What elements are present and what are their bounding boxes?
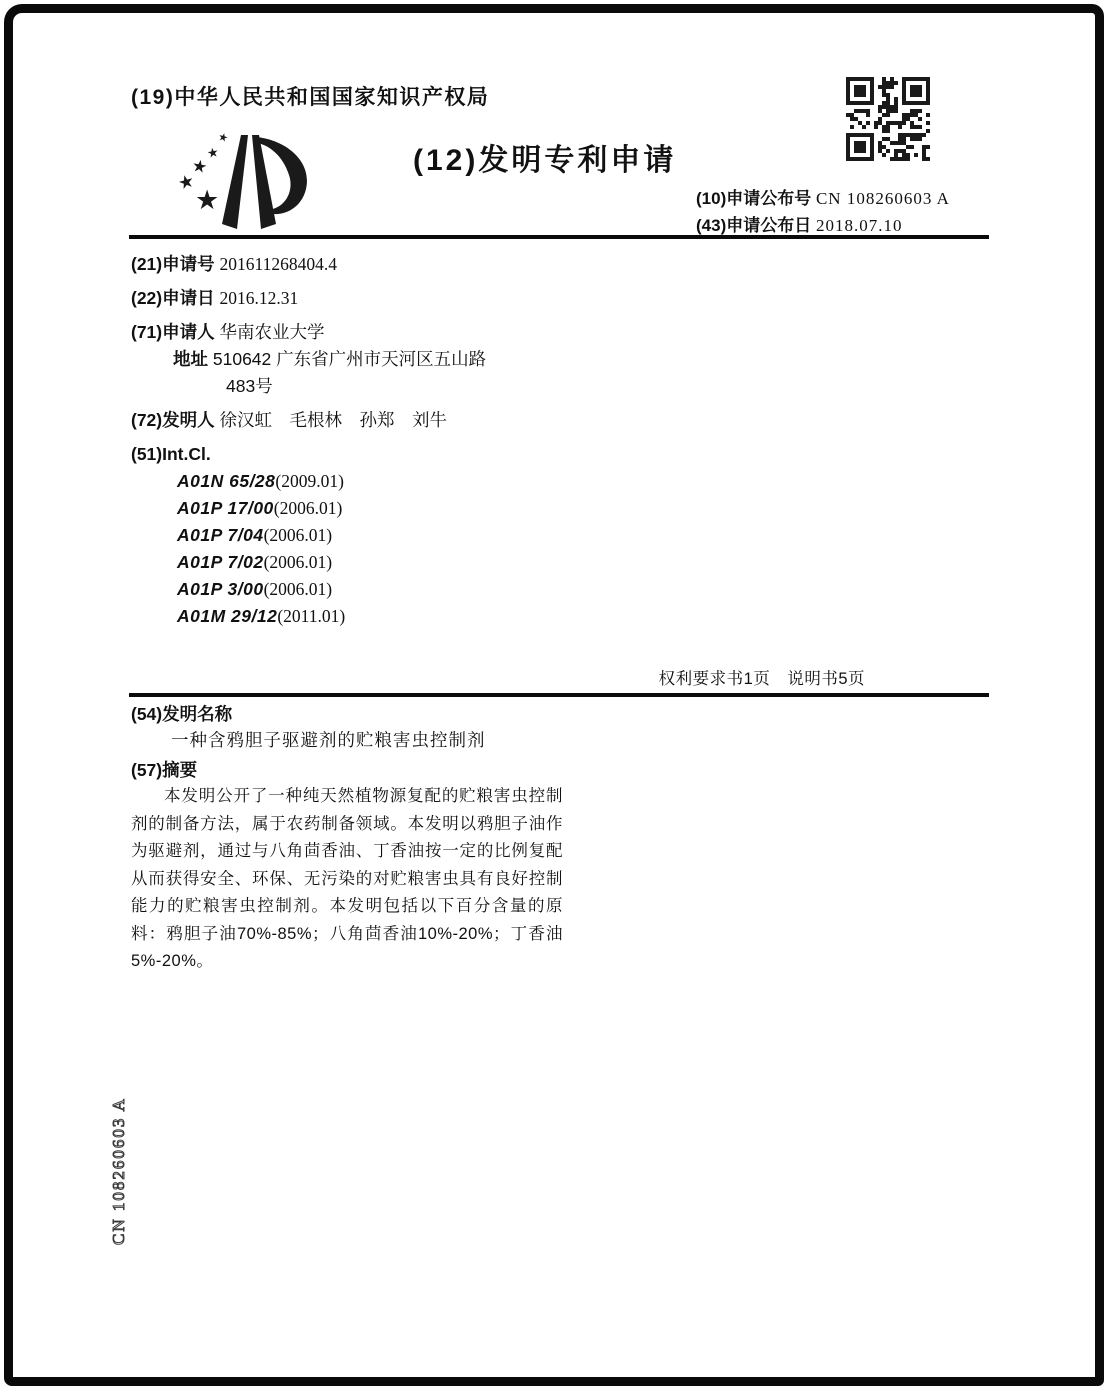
patent-front-page: [4, 4, 1104, 1386]
star-icon: ★: [175, 170, 197, 194]
invention-title: 一种含鸦胆子驱避剂的贮粮害虫控制剂: [171, 730, 486, 750]
ipc-code-row: A01M 29/12(2011.01): [177, 606, 346, 626]
qr-code: [846, 77, 930, 161]
int-cl-label: (51)Int.Cl.: [131, 444, 211, 464]
applicant-name: 华南农业大学: [219, 322, 325, 342]
publication-number-line: (10)申请公布号 CN 108260603 A: [696, 189, 950, 208]
applicant-row: (71)申请人 华南农业大学 地址 510642 广东省广州市天河区五山路 483号: [131, 319, 691, 400]
publication-date-line: (43)申请公布日 2018.07.10: [696, 216, 903, 235]
ipc-code-row: A01P 7/02(2006.01): [177, 552, 333, 572]
applicant-address-line2: 483号: [226, 376, 273, 396]
ipc-code-row: A01N 65/28(2009.01): [177, 471, 344, 491]
section-divider: [129, 693, 989, 697]
abstract-text: 本发明公开了一种纯天然植物源复配的贮粮害虫控制剂的制备方法，属于农药制备领域。本发明以鸦胆子油作为驱避剂，通过与八角茴香油、丁香油按一定的比例复配从而获得安全、环保、无污染的对贮粮害虫具有良好控制能力的贮粮害虫控制剂。本发明包括以下百分含量的原料：鸦胆子油70%-85%；八角茴香油10%-20%；丁香油5%-20%。: [131, 787, 563, 970]
ipc-code-row: A01P 3/00(2006.01): [177, 579, 333, 599]
invention-title-section: [131, 701, 486, 753]
inventors-row: (72)发明人 徐汉虹 毛根林 孙郑 刘牛: [131, 410, 447, 430]
invention-title-label: (54)发明名称: [131, 704, 233, 724]
inventor-names: 徐汉虹 毛根林 孙郑 刘牛: [219, 410, 447, 430]
pages-count-info: 权利要求书1页 说明书5页: [658, 670, 865, 688]
filing-date-row: (22)申请日 2016.12.31: [131, 288, 299, 308]
patent-office-name: (19)中华人民共和国国家知识产权局: [131, 86, 490, 109]
star-icon: ★: [205, 144, 220, 161]
document-type-title: (12)发明专利申请: [413, 144, 677, 177]
publication-info: [696, 185, 996, 239]
application-number-row: (21)申请号 201611268404.4: [131, 254, 337, 274]
int-cl-section: [131, 441, 691, 630]
star-icon: ★: [190, 155, 209, 178]
ipc-code-row: A01P 17/00(2006.01): [177, 498, 343, 518]
star-icon: ★: [216, 130, 230, 146]
abstract-label: (57)摘要: [131, 760, 198, 780]
ipc-code-list: [131, 468, 691, 630]
ipc-code-row: A01P 7/04(2006.01): [177, 525, 333, 545]
star-icon: ★: [195, 185, 220, 215]
cnipa-logo: [165, 129, 325, 239]
vertical-publication-number: CN 108260603 A: [109, 1097, 128, 1245]
applicant-address-line1: 地址 510642 广东省广州市天河区五山路: [173, 349, 487, 369]
header-divider: [129, 235, 989, 239]
abstract-label-row: [131, 757, 197, 782]
bibliographic-data: [131, 251, 691, 637]
